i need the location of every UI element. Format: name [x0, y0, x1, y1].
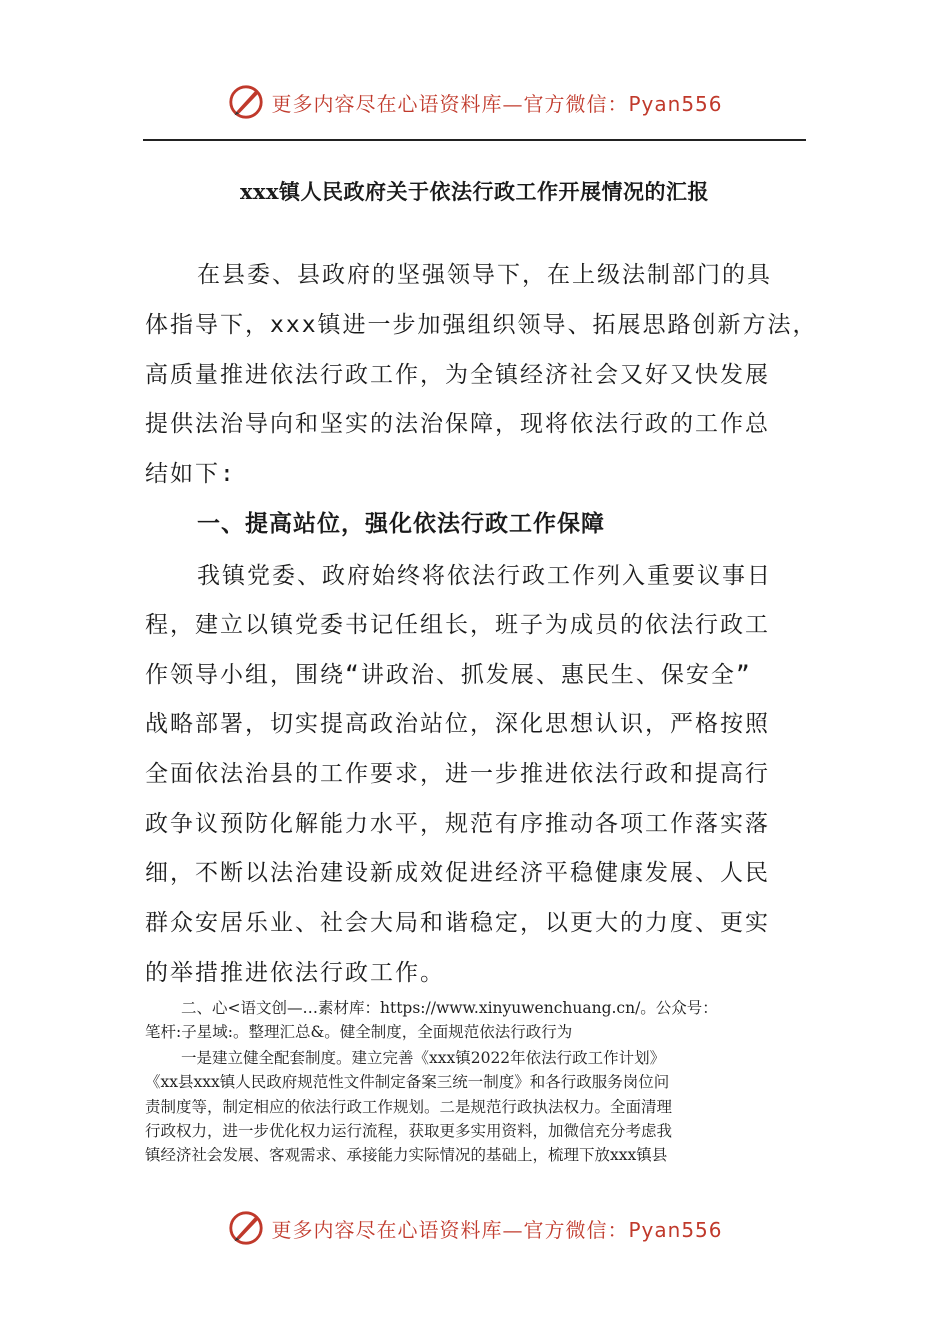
section2-heading-line: 二、心<语文创—…素材库：https://www.xinyuwenchuang.cn/。公众号： [181, 999, 718, 1017]
section1-line: 群众安居乐业、社会大局和谐稳定，以更大的力度、更实 [145, 910, 770, 936]
section1-line: 政争议预防化解能力水平，规范有序推动各项工作落实落 [145, 811, 770, 837]
section1-line: 全面依法治县的工作要求，进一步推进依法行政和提高行 [145, 761, 770, 787]
intro-line: 高质量推进依法行政工作，为全镇经济社会又好又快发展 [145, 362, 770, 388]
section2-heading-line: 笔杆:子星域:。整理汇总&。健全制度，全面规范依法行政行为 [145, 1023, 573, 1041]
section2-body-line: 行政权力，进一步优化权力运行流程，获取更多实用资料，加微信充分考虑我 [145, 1122, 673, 1140]
banner-text: 更多内容尽在心语资料库—官方微信：Pyan556 [271, 1217, 723, 1242]
section1-line: 的举措推进依法行政工作。 [145, 960, 445, 986]
section2-body-line: 《xx县xxx镇人民政府规范性文件制定备案三统一制度》和各行政服务岗位问 [145, 1073, 670, 1091]
section1-line: 细，不断以法治建设新成效促进经济平稳健康发展、人民 [145, 860, 770, 886]
header-banner [0, 82, 950, 122]
section1-line: 作领导小组，围绕“讲政治、抓发展、惠民生、保安全” [145, 662, 752, 688]
section2-body-line: 一是建立健全配套制度。建立完善《xxx镇2022年依法行政工作计划》 [181, 1049, 666, 1067]
section1-line: 程，建立以镇党委书记任组长，班子为成员的依法行政工 [145, 612, 770, 638]
quill-pen-circle-icon [227, 83, 265, 121]
intro-line: 体指导下，xxx镇进一步加强组织领导、拓展思路创新方法， [145, 312, 818, 338]
intro-line: 在县委、县政府的坚强领导下，在上级法制部门的具 [197, 262, 772, 288]
footer-banner [0, 1208, 950, 1248]
banner-text: 更多内容尽在心语资料库—官方微信：Pyan556 [271, 91, 723, 116]
intro-line: 提供法治导向和坚实的法治保障，现将依法行政的工作总 [145, 411, 770, 437]
header-divider [143, 139, 806, 141]
section2-body-line: 镇经济社会发展、客观需求、承接能力实际情况的基础上，梳理下放xxx镇县 [145, 1146, 668, 1164]
wechat-handle: Pyan556 [628, 1217, 723, 1242]
intro-line: 结如下: [145, 461, 236, 487]
section1-line: 我镇党委、政府始终将依法行政工作列入重要议事日 [197, 563, 772, 589]
document-title: xxx镇人民政府关于依法行政工作开展情况的汇报 [239, 179, 710, 204]
section-heading-1: 一、提高站位，强化依法行政工作保障 [197, 511, 605, 537]
wechat-handle: Pyan556 [628, 91, 723, 116]
section2-body-line: 责制度等，制定相应的依法行政工作规划。二是规范行政执法权力。全面清理 [145, 1098, 673, 1116]
section1-line: 战略部署，切实提高政治站位，深化思想认识，严格按照 [145, 711, 770, 737]
quill-pen-circle-icon [227, 1209, 265, 1247]
